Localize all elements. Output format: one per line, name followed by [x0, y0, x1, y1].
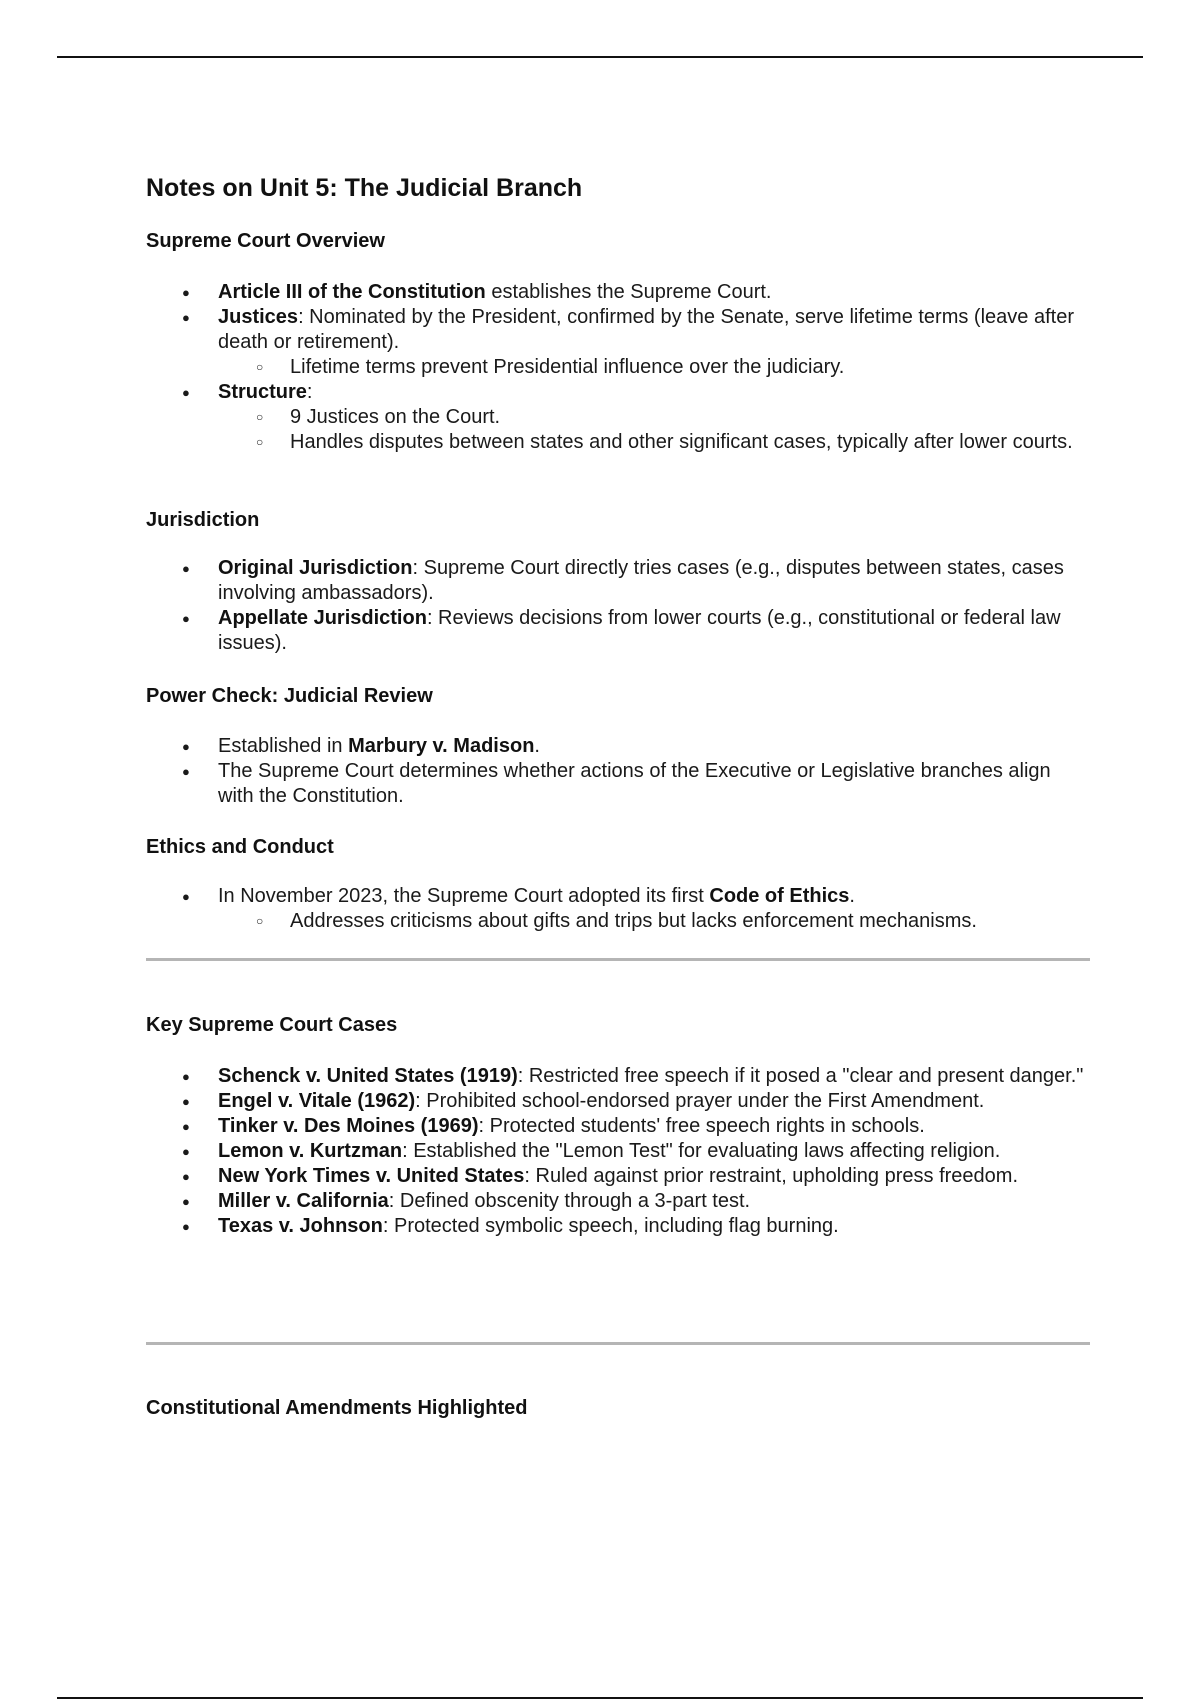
footer-rule: [57, 1697, 1143, 1699]
horizontal-rule: [146, 958, 1090, 961]
ethics-list: [146, 884, 1090, 934]
sub-list-item: ○ Handles disputes between states and other significant cases, typically after lower courts.: [146, 430, 1090, 455]
list-item: ● Schenck v. United States (1919): Restricted free speech if it posed a "clear and present danger.": [146, 1064, 1090, 1089]
judicial-review-list: [146, 734, 1090, 809]
section-overview: [146, 229, 1090, 253]
section-heading: Jurisdiction: [146, 509, 260, 531]
sub-list-item: ○ Addresses criticisms about gifts and trips but lacks enforcement mechanisms.: [146, 909, 1090, 934]
list-item: ● The Supreme Court determines whether actions of the Executive or Legislative branches align with the Constitution.: [146, 759, 1090, 809]
section-ethics: [146, 835, 1090, 859]
list-item: ● Engel v. Vitale (1962): Prohibited school-endorsed prayer under the First Amendment.: [146, 1089, 1090, 1114]
section-heading: Constitutional Amendments Highlighted: [146, 1397, 528, 1419]
list-item: ● Justices: Nominated by the President, confirmed by the Senate, serve lifetime terms (leave after death or retirement). ○ Lifetime terms prevent Presidential influence over the judiciary.: [146, 305, 1090, 380]
section-amendments: [146, 1396, 1090, 1420]
list-item: ● Established in Marbury v. Madison.: [146, 734, 1090, 759]
section-jurisdiction: [146, 508, 1090, 532]
section-heading: Key Supreme Court Cases: [146, 1014, 398, 1036]
list-item: ● Appellate Jurisdiction: Reviews decisions from lower courts (e.g., constitutional or federal law issues).: [146, 606, 1090, 656]
list-item: ● Tinker v. Des Moines (1969): Protected students' free speech rights in schools.: [146, 1114, 1090, 1139]
header-rule: [57, 56, 1143, 58]
section-cases: [146, 1013, 1090, 1037]
list-item: ● Texas v. Johnson: Protected symbolic speech, including flag burning.: [146, 1214, 1090, 1239]
sub-list-item: ○ Lifetime terms prevent Presidential influence over the judiciary.: [146, 355, 1090, 380]
list-item: ● Miller v. California: Defined obscenity through a 3-part test.: [146, 1189, 1090, 1214]
horizontal-rule: [146, 1342, 1090, 1345]
list-item: ● Lemon v. Kurtzman: Established the "Lemon Test" for evaluating laws affecting religion.: [146, 1139, 1090, 1164]
list-item: ● New York Times v. United States: Ruled against prior restraint, upholding press freedom.: [146, 1164, 1090, 1189]
section-heading: Power Check: Judicial Review: [146, 685, 433, 707]
cases-list: [146, 1064, 1090, 1239]
page-title: Notes on Unit 5: The Judicial Branch: [146, 174, 583, 202]
list-item: ● Original Jurisdiction: Supreme Court directly tries cases (e.g., disputes between states, cases involving ambassadors).: [146, 556, 1090, 606]
section-judicial-review: [146, 684, 1090, 708]
list-item: ● Structure: ○ 9 Justices on the Court. ○ Handles disputes between states and other significant cases, typically after lower courts.: [146, 380, 1090, 455]
list-item: ● In November 2023, the Supreme Court adopted its first Code of Ethics. ○ Addresses criticisms about gifts and trips but lacks enforcement mechanisms.: [146, 884, 1090, 934]
jurisdiction-list: [146, 556, 1090, 656]
section-heading: Supreme Court Overview: [146, 230, 385, 252]
sub-list-item: ○ 9 Justices on the Court.: [146, 405, 1090, 430]
section-heading: Ethics and Conduct: [146, 836, 334, 858]
overview-list: [146, 280, 1090, 455]
document-body: [146, 170, 1090, 203]
list-item: ● Article III of the Constitution establishes the Supreme Court.: [146, 280, 1090, 305]
